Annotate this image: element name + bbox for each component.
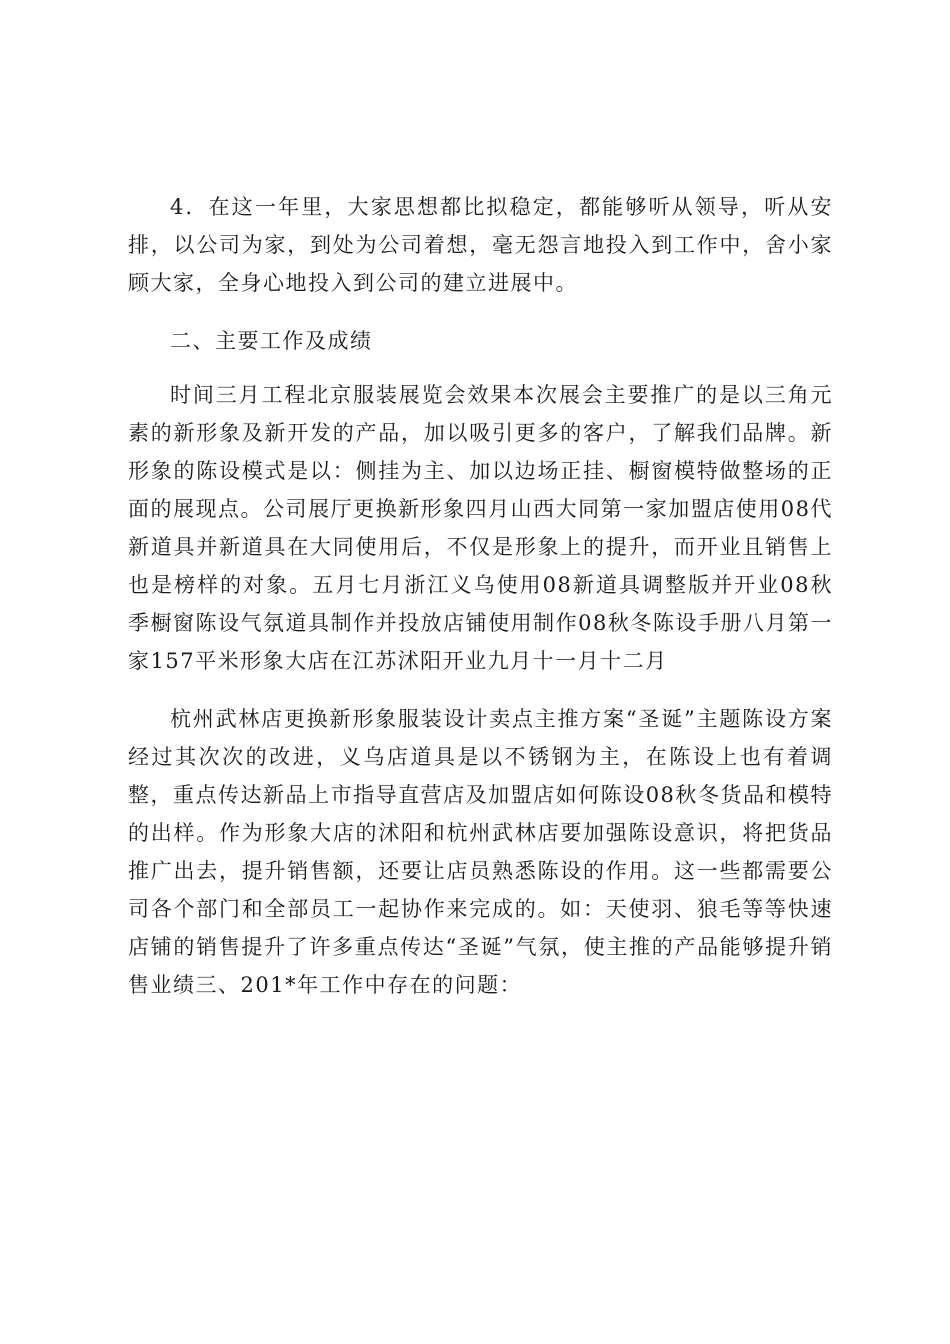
document-body — [128, 188, 833, 1004]
paragraph-hangzhou-store: 杭州武林店更换新形象服装设计卖点主推方案“圣诞”主题陈设方案经过其次次的改进，义乌店道具是以不锈钢为主，在陈设上也有着调整，重点传达新品上市指导直营店及加盟店如何陈设08秋冬货品和模特的出样。作为形象大店的沭阳和杭州武林店要加强陈设意识，将把货品推广出去，提升销售额，还要让店员熟悉陈设的作用。这一些都需要公司各个部门和全部员工一起协作来完成的。如：天使羽、狼毛等等快速店铺的销售提升了许多重点传达“圣诞”气氛，使主推的产品能够提升销售业绩三、201*年工作中存在的问题： — [128, 707, 833, 997]
paragraph-exhibition-timeline: 时间三月工程北京服装展览会效果本次展会主要推广的是以三角元素的新形象及新开发的产品，加以吸引更多的客户，了解我们品牌。新形象的陈设模式是以：侧挂为主、加以边场正挂、橱窗模特做整场的正面的展现点。公司展厅更换新形象四月山西大同第一家加盟店使用08代新道具并新道具在大同使用后，不仅是形象上的提升，而开业且销售上也是榜样的对象。五月七月浙江义乌使用08新道具调整版并开业08秋季橱窗陈设气氛道具制作并投放店铺使用制作08秋冬陈设手册八月第一家157平米形象大店在江苏沭阳开业九月十一月十二月 — [128, 383, 833, 673]
paragraph-team-attitude: 4．在这一年里，大家思想都比拟稳定，都能够听从领导，听从安排，以公司为家，到处为公司着想，毫无怨言地投入到工作中，舍小家顾大家，全身心地投入到公司的建立进展中。 — [128, 195, 833, 295]
section-heading-main-work: 二、主要工作及成绩 — [170, 329, 373, 353]
